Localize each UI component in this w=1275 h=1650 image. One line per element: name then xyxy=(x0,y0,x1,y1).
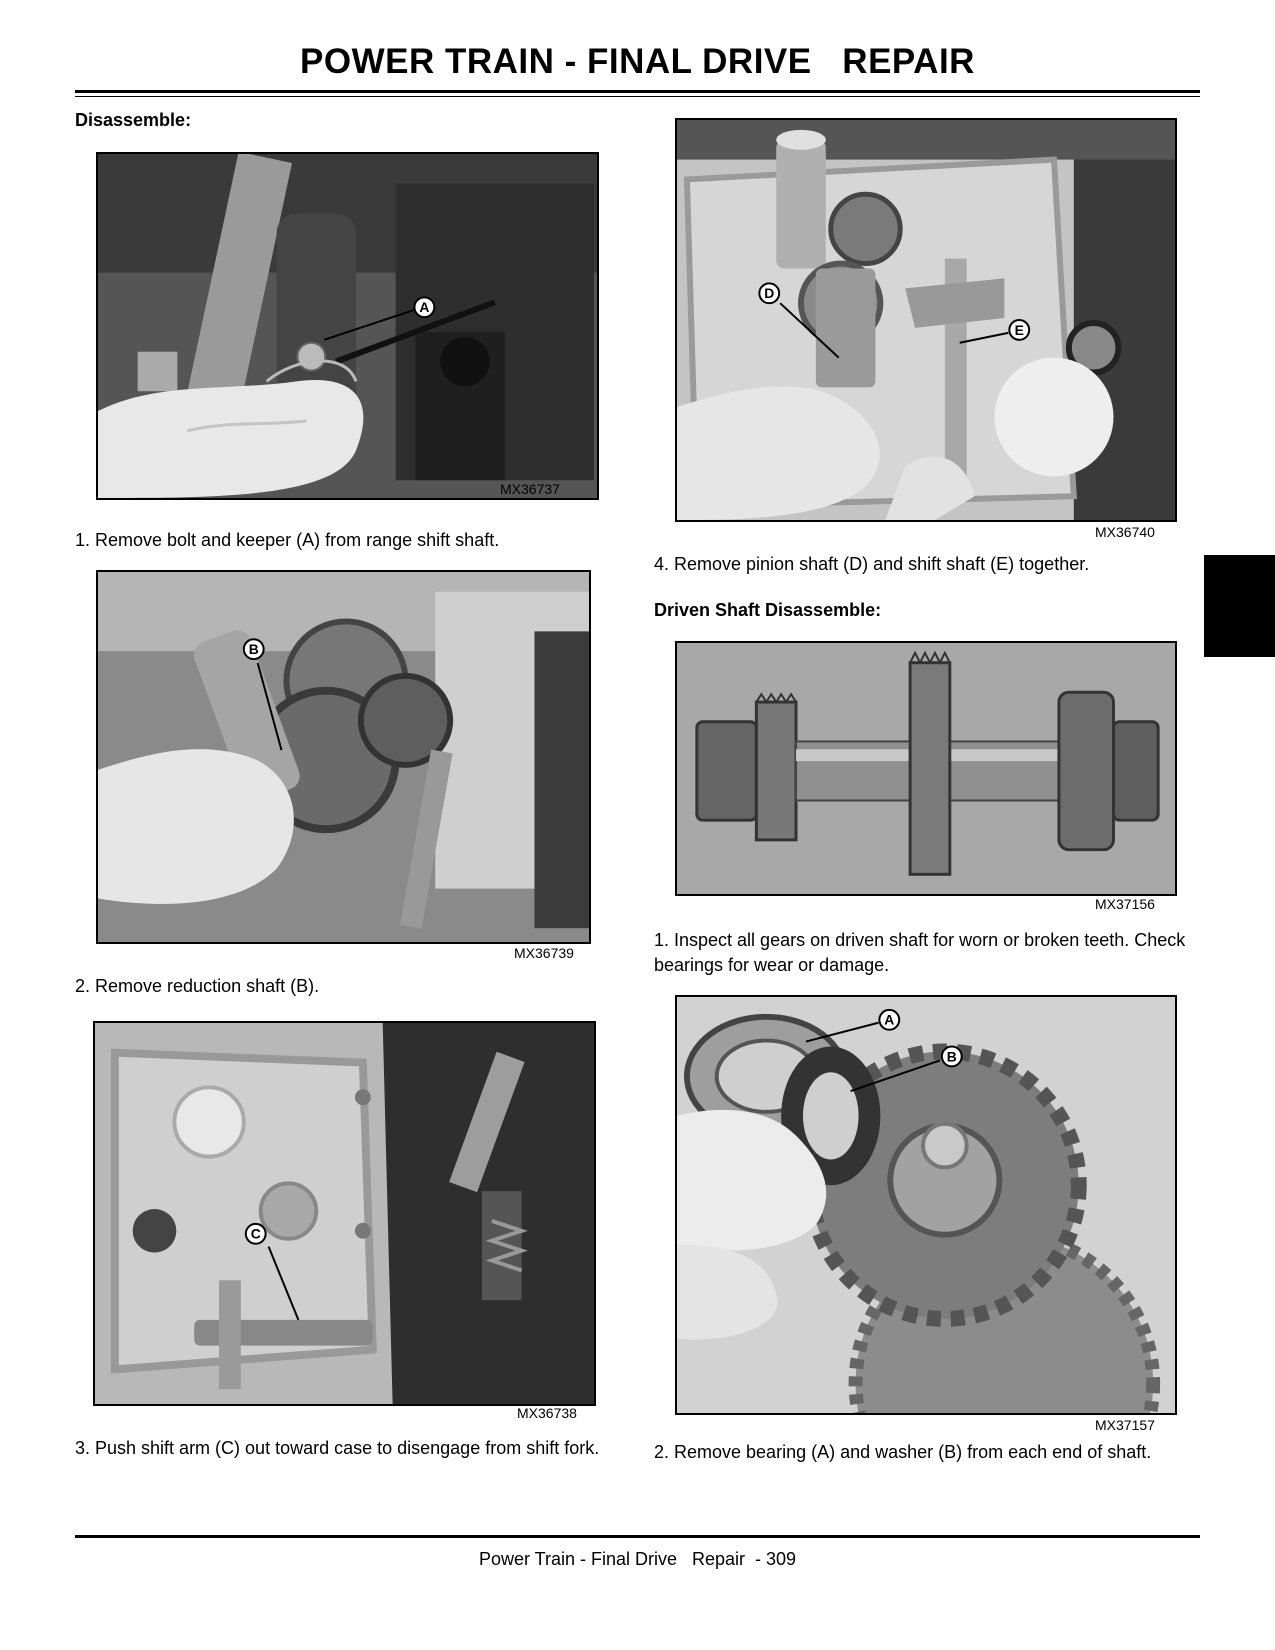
step-push-shift-arm: 3. Push shift arm (C) out toward case to disengage from shift fork. xyxy=(75,1438,600,1458)
step-inspect-gears: 1. Inspect all gears on driven shaft for worn or broken teeth. Check bearings for wear or damage. xyxy=(654,930,1186,975)
photo-shift-arm xyxy=(93,1021,596,1406)
callout-b-label: B xyxy=(248,641,259,658)
figure-id-mx36740: MX36740 xyxy=(1095,524,1155,540)
step-remove-bolt-keeper: 1. Remove bolt and keeper (A) from range shift shaft. xyxy=(75,530,500,550)
photo-reduction-shaft xyxy=(96,570,591,944)
figure-id-mx36738: MX36738 xyxy=(517,1405,577,1421)
photo-pinion-shaft xyxy=(675,118,1177,522)
header-rule-thick xyxy=(75,90,1200,93)
header-rule-thin xyxy=(75,96,1200,97)
callout-c-marker xyxy=(246,1224,266,1244)
photo-driven-shaft xyxy=(675,641,1177,896)
callout-washer-b-marker xyxy=(942,1047,962,1067)
step-remove-bearing-washer: 2. Remove bearing (A) and washer (B) from each end of shaft. xyxy=(654,1442,1152,1462)
callout-bearing-a-marker xyxy=(879,1010,899,1030)
page-title: POWER TRAIN - FINAL DRIVE REPAIR xyxy=(300,42,975,81)
photo-range-shift-shaft xyxy=(96,152,599,500)
callout-d-marker xyxy=(759,283,779,303)
figure-id-mx37156: MX37156 xyxy=(1095,896,1155,912)
callout-bearing-a-label: A xyxy=(884,1011,895,1028)
footer-rule xyxy=(75,1535,1200,1538)
step-remove-pinion-shaft: 4. Remove pinion shaft (D) and shift shaft (E) together. xyxy=(654,554,1090,574)
figure-id-mx36737: MX36737 xyxy=(500,481,560,497)
figure-id-mx37157: MX37157 xyxy=(1095,1417,1155,1433)
figure-id-mx36739: MX36739 xyxy=(514,945,574,961)
callout-a-label: A xyxy=(419,299,430,316)
photo-bearing-washer xyxy=(675,995,1177,1415)
driven-shaft-heading: Driven Shaft Disassemble: xyxy=(654,600,882,620)
callout-a-marker xyxy=(414,297,434,317)
callout-e-marker xyxy=(1009,320,1029,340)
callout-e-label: E xyxy=(1014,321,1024,338)
step-remove-reduction-shaft: 2. Remove reduction shaft (B). xyxy=(75,976,320,996)
disassemble-heading: Disassemble: xyxy=(75,110,192,130)
callout-d-label: D xyxy=(764,285,775,302)
page-footer: Power Train - Final Drive Repair - 309 xyxy=(478,1549,797,1569)
callout-b-marker xyxy=(244,639,264,659)
callout-c-label: C xyxy=(250,1225,261,1242)
section-tab-marker xyxy=(1204,555,1275,657)
callout-washer-b-label: B xyxy=(946,1048,957,1065)
